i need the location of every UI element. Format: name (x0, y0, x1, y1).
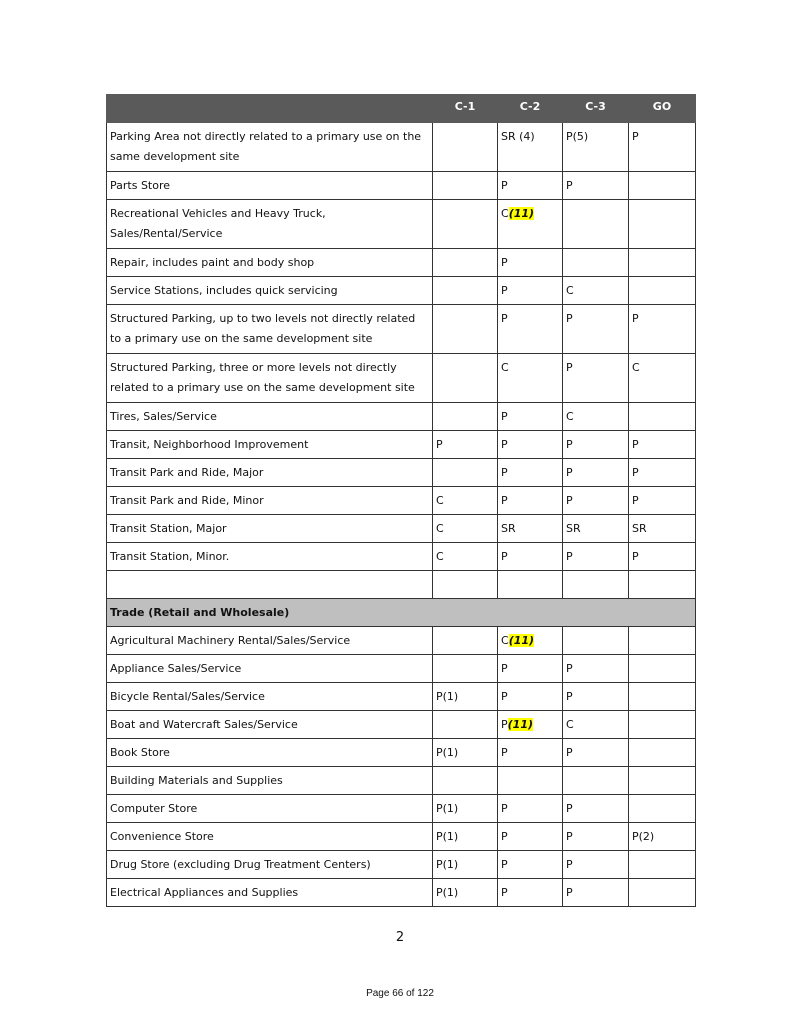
table-row (107, 655, 696, 683)
cell-c-1 (433, 200, 498, 249)
table-row (107, 354, 696, 403)
cell-c-1: P(1) (433, 879, 498, 907)
cell-c-3: C (563, 403, 629, 431)
cell-c-3 (563, 767, 629, 795)
cell-c-2: P (498, 277, 563, 305)
cell-c-2: P (498, 823, 563, 851)
use-name: Parts Store (107, 172, 433, 200)
cell-c-1 (433, 767, 498, 795)
use-name: Boat and Watercraft Sales/Service (107, 711, 433, 739)
cell-c-3 (563, 200, 629, 249)
use-name: Electrical Appliances and Supplies (107, 879, 433, 907)
header-c-1: C-1 (433, 95, 498, 123)
table-row (107, 431, 696, 459)
cell-c-3: P (563, 655, 629, 683)
table-row (107, 487, 696, 515)
table-row (107, 711, 696, 739)
cell-c-2 (498, 711, 563, 739)
cell-c-1: P(1) (433, 683, 498, 711)
cell-go (629, 711, 696, 739)
use-name: Tires, Sales/Service (107, 403, 433, 431)
cell-go: P(2) (629, 823, 696, 851)
cell-c-1: P(1) (433, 795, 498, 823)
cell-go: P (629, 431, 696, 459)
cell-c-2: P (498, 431, 563, 459)
footnote-highlight: (11) (508, 634, 535, 647)
use-name: Building Materials and Supplies (107, 767, 433, 795)
use-name: Agricultural Machinery Rental/Sales/Service (107, 627, 433, 655)
cell-c-2: P (498, 739, 563, 767)
cell-c-1 (433, 172, 498, 200)
cell-c-1 (433, 711, 498, 739)
use-name: Parking Area not directly related to a primary use on the same development site (107, 123, 433, 172)
cell-go: P (629, 543, 696, 571)
use-name: Service Stations, includes quick servicing (107, 277, 433, 305)
cell-c-3: P (563, 487, 629, 515)
table-row (107, 172, 696, 200)
cell-c-3: P (563, 172, 629, 200)
cell-go: SR (629, 515, 696, 543)
use-name: Book Store (107, 739, 433, 767)
table-row (107, 305, 696, 354)
cell-c-2: P (498, 879, 563, 907)
header-use (107, 95, 433, 123)
use-name: Appliance Sales/Service (107, 655, 433, 683)
footnote-highlight: (11) (508, 207, 535, 220)
page-footer: Page 66 of 122 (366, 988, 434, 999)
header-go: GO (629, 95, 696, 123)
footnote-highlight: (11) (507, 718, 534, 731)
cell-go: C (629, 354, 696, 403)
cell-c-2 (498, 627, 563, 655)
cell-c-2: P (498, 543, 563, 571)
cell-c-2: P (498, 305, 563, 354)
use-name: Drug Store (excluding Drug Treatment Centers) (107, 851, 433, 879)
table-row (107, 571, 696, 599)
cell-c-1 (433, 305, 498, 354)
cell-go (629, 767, 696, 795)
cell-c-1: C (433, 487, 498, 515)
cell-go (629, 795, 696, 823)
cell-c-1: C (433, 543, 498, 571)
cell-go: P (629, 123, 696, 172)
table-row (107, 515, 696, 543)
cell-c-1 (433, 655, 498, 683)
cell-c-1 (433, 277, 498, 305)
table-header-row (107, 95, 696, 123)
cell-c-3: C (563, 277, 629, 305)
section-row (107, 599, 696, 627)
cell-go: P (629, 305, 696, 354)
cell-c-2: SR (498, 515, 563, 543)
cell-c-2: P (498, 249, 563, 277)
cell-c-1 (433, 459, 498, 487)
cell-c-1: P (433, 431, 498, 459)
cell-c-2: P (498, 403, 563, 431)
use-name: Transit Park and Ride, Major (107, 459, 433, 487)
cell-c-1 (433, 571, 498, 599)
cell-c-3 (563, 571, 629, 599)
cell-c-3 (563, 249, 629, 277)
use-name: Bicycle Rental/Sales/Service (107, 683, 433, 711)
cell-c-3: P (563, 459, 629, 487)
use-name: Convenience Store (107, 823, 433, 851)
cell-value: C (501, 207, 509, 220)
table-row (107, 795, 696, 823)
cell-go (629, 739, 696, 767)
table-row (107, 459, 696, 487)
use-name: Structured Parking, up to two levels not directly related to a primary use on the same development site (107, 305, 433, 354)
use-name: Transit Station, Major (107, 515, 433, 543)
table-row (107, 683, 696, 711)
cell-c-2: P (498, 795, 563, 823)
table-row (107, 739, 696, 767)
header-c-2: C-2 (498, 95, 563, 123)
header-c-3: C-3 (563, 95, 629, 123)
cell-c-1: P(1) (433, 851, 498, 879)
cell-go (629, 200, 696, 249)
table-row (107, 851, 696, 879)
use-name: Computer Store (107, 795, 433, 823)
table-row (107, 249, 696, 277)
cell-c-3: SR (563, 515, 629, 543)
cell-c-2: P (498, 172, 563, 200)
zoning-use-table (106, 94, 696, 907)
cell-c-3: C (563, 711, 629, 739)
cell-c-3: P (563, 851, 629, 879)
table-row (107, 403, 696, 431)
cell-c-1 (433, 249, 498, 277)
use-name: Repair, includes paint and body shop (107, 249, 433, 277)
cell-c-2: C (498, 354, 563, 403)
cell-c-2 (498, 571, 563, 599)
cell-go (629, 627, 696, 655)
cell-c-3: P (563, 431, 629, 459)
cell-c-2: P (498, 683, 563, 711)
use-name: Transit Station, Minor. (107, 543, 433, 571)
cell-go (629, 403, 696, 431)
cell-c-3: P (563, 795, 629, 823)
cell-c-3: P (563, 823, 629, 851)
cell-go: P (629, 487, 696, 515)
cell-c-3: P (563, 305, 629, 354)
cell-c-3: P (563, 739, 629, 767)
cell-go (629, 683, 696, 711)
cell-c-2 (498, 200, 563, 249)
cell-c-2: P (498, 487, 563, 515)
cell-c-1: P(1) (433, 739, 498, 767)
cell-c-2: SR (4) (498, 123, 563, 172)
cell-c-1: P(1) (433, 823, 498, 851)
cell-c-3: P(5) (563, 123, 629, 172)
cell-c-1 (433, 627, 498, 655)
cell-c-3: P (563, 879, 629, 907)
table-row (107, 627, 696, 655)
cell-c-1 (433, 123, 498, 172)
section-title: Trade (Retail and Wholesale) (107, 599, 696, 627)
use-name: Structured Parking, three or more levels not directly related to a primary use on the same development site (107, 354, 433, 403)
use-name: Transit, Neighborhood Improvement (107, 431, 433, 459)
use-name (107, 571, 433, 599)
cell-c-3: P (563, 683, 629, 711)
table-row (107, 123, 696, 172)
table-row (107, 200, 696, 249)
table-row (107, 543, 696, 571)
cell-value: P (501, 718, 508, 731)
cell-c-3: P (563, 354, 629, 403)
cell-go (629, 851, 696, 879)
cell-c-1 (433, 354, 498, 403)
table-row (107, 879, 696, 907)
cell-c-2: P (498, 655, 563, 683)
cell-c-2: P (498, 851, 563, 879)
use-name: Recreational Vehicles and Heavy Truck, Sales/Rental/Service (107, 200, 433, 249)
page-number: 2 (395, 930, 405, 945)
table-row (107, 823, 696, 851)
cell-c-2: P (498, 459, 563, 487)
cell-c-1: C (433, 515, 498, 543)
cell-c-3 (563, 627, 629, 655)
cell-value: C (501, 634, 509, 647)
cell-go (629, 879, 696, 907)
cell-go (629, 249, 696, 277)
cell-go (629, 172, 696, 200)
cell-go: P (629, 459, 696, 487)
use-name: Transit Park and Ride, Minor (107, 487, 433, 515)
cell-go (629, 277, 696, 305)
cell-c-2 (498, 767, 563, 795)
cell-c-1 (433, 403, 498, 431)
table-row (107, 277, 696, 305)
cell-c-3: P (563, 543, 629, 571)
cell-go (629, 571, 696, 599)
table-row (107, 767, 696, 795)
cell-go (629, 655, 696, 683)
